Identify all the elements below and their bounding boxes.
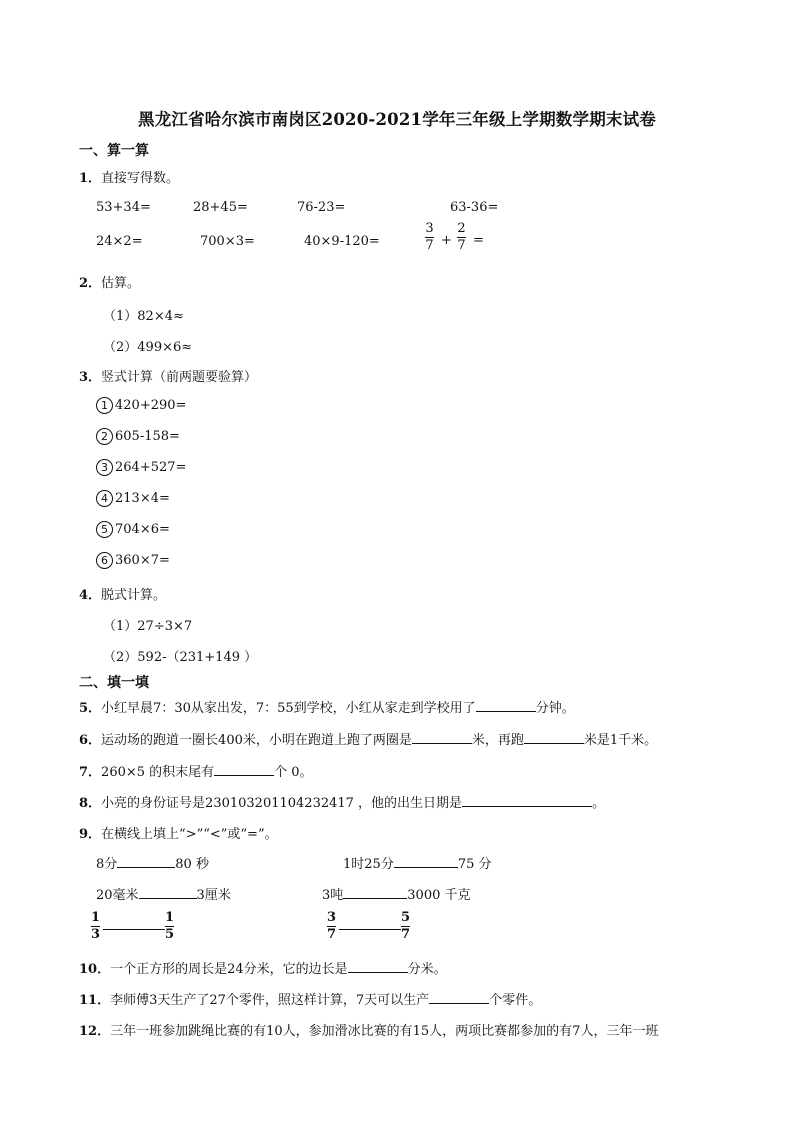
circled-number: 3 <box>96 459 113 476</box>
question-7: 7．260×5 的积末尾有 个 0。 <box>79 765 313 780</box>
question-number: 12． <box>79 1024 111 1039</box>
q1-item-6: 700×3= <box>200 234 255 249</box>
question-1 <box>79 167 179 186</box>
question-4 <box>79 584 166 603</box>
section-heading-1: 一、算一算 <box>79 143 149 159</box>
question-number: 1． <box>79 171 102 186</box>
answer-blank[interactable] <box>343 886 407 899</box>
circled-number: 6 <box>96 552 113 569</box>
question-12: 12．三年一班参加跳绳比赛的有10人，参加滑冰比赛的有15人，两项比赛都参加的有7人，三年一班 <box>79 1024 659 1039</box>
question-5: 5．小红早晨7：30从家出发，7：55到学校，小红从家走到学校用了 分钟。 <box>79 701 575 716</box>
q2-item-1: （1）82×4≈ <box>103 309 184 324</box>
answer-blank[interactable] <box>139 886 197 899</box>
q1-item-3: 76-23= <box>297 200 346 215</box>
answer-blank[interactable] <box>394 855 458 868</box>
q2-item-2: （2）499×6≈ <box>103 340 193 355</box>
q9-compare-2: 1时25分 75 分 <box>343 857 492 872</box>
answer-blank[interactable] <box>103 929 165 930</box>
answer-blank[interactable] <box>412 731 472 744</box>
q3-item-1: 1 420+290= <box>96 397 186 414</box>
q3-item-5: 5 704×6= <box>96 521 170 538</box>
question-8: 8．小亮的身份证号是230103201104232417 ，他的出生日期是 。 <box>79 796 606 811</box>
answer-blank[interactable] <box>462 794 592 807</box>
question-text: 估算。 <box>101 276 141 291</box>
question-number: 6． <box>79 733 102 748</box>
question-number: 5． <box>79 701 102 716</box>
answer-blank[interactable] <box>524 731 584 744</box>
question-number: 11． <box>79 993 111 1008</box>
q1-item-7: 40×9-120= <box>304 234 380 249</box>
question-number: 10． <box>79 962 111 977</box>
circled-number: 5 <box>96 521 113 538</box>
fraction-3-7: 3 7 <box>327 910 337 942</box>
answer-blank[interactable] <box>339 929 401 930</box>
q4-item-2: （2）592-（231+149 ） <box>103 650 258 665</box>
fraction-1-5: 1 5 <box>165 910 175 942</box>
q9-compare-4: 3吨 3000 千克 <box>322 888 471 903</box>
answer-blank[interactable] <box>214 763 274 776</box>
circled-number: 1 <box>96 397 113 414</box>
question-2 <box>79 272 140 291</box>
equals-sign: = <box>473 233 484 248</box>
answer-blank[interactable] <box>117 855 175 868</box>
plus-sign: + <box>441 233 452 248</box>
answer-blank[interactable] <box>348 960 408 973</box>
q1-item-2: 28+45= <box>193 200 248 215</box>
question-number: 8． <box>79 796 102 811</box>
page-title: 黑龙江省哈尔滨市南岗区2020-2021学年三年级上学期数学期末试卷 <box>138 110 656 129</box>
fraction-1-3: 1 3 <box>91 910 101 942</box>
question-3 <box>79 366 257 385</box>
q9-compare-1: 8分 80 秒 <box>96 857 209 872</box>
q1-item-1: 53+34= <box>96 200 151 215</box>
question-number: 9． <box>79 827 102 842</box>
denominator: 7 <box>425 238 434 253</box>
question-text: 直接写得数。 <box>101 171 180 186</box>
fraction-2-7 <box>457 222 466 253</box>
numerator: 3 <box>425 221 434 236</box>
question-11: 11．李师傅3天生产了27个零件，照这样计算，7天可以生产 个零件。 <box>79 993 542 1008</box>
q3-item-6: 6 360×7= <box>96 552 170 569</box>
circled-number: 4 <box>96 490 113 507</box>
q3-item-4: 4 213×4= <box>96 490 170 507</box>
answer-blank[interactable] <box>429 991 489 1004</box>
section-heading-2: 二、填一填 <box>79 675 149 691</box>
question-number: 7． <box>79 765 102 780</box>
question-text: 脱式计算。 <box>101 588 167 603</box>
answer-blank[interactable] <box>476 699 536 712</box>
numerator: 2 <box>457 221 466 236</box>
question-number: 3． <box>79 370 102 385</box>
fraction-3-7 <box>425 222 434 253</box>
denominator: 7 <box>457 238 466 253</box>
q9-compare-3: 20毫米 3厘米 <box>96 888 231 903</box>
question-text: 竖式计算（前两题要验算） <box>101 370 258 385</box>
q4-item-1: （1）27÷3×7 <box>103 619 193 634</box>
circled-number: 2 <box>96 428 113 445</box>
q3-item-2: 2 605-158= <box>96 428 180 445</box>
question-number: 2． <box>79 276 102 291</box>
question-6: 6．运动场的跑道一圈长400米，小明在跑道上跑了两圈是 米，再跑 米是1千米。 <box>79 733 658 748</box>
q1-item-4: 63-36= <box>450 200 499 215</box>
q1-item-5: 24×2= <box>96 234 143 249</box>
q3-item-3: 3 264+527= <box>96 459 186 476</box>
question-number: 4． <box>79 588 102 603</box>
fraction-5-7: 5 7 <box>401 910 411 942</box>
question-10: 10．一个正方形的周长是24分米，它的边长是 分米。 <box>79 962 447 977</box>
question-9: 9．在横线上填上“>”“<”或“=”。 <box>79 827 278 842</box>
